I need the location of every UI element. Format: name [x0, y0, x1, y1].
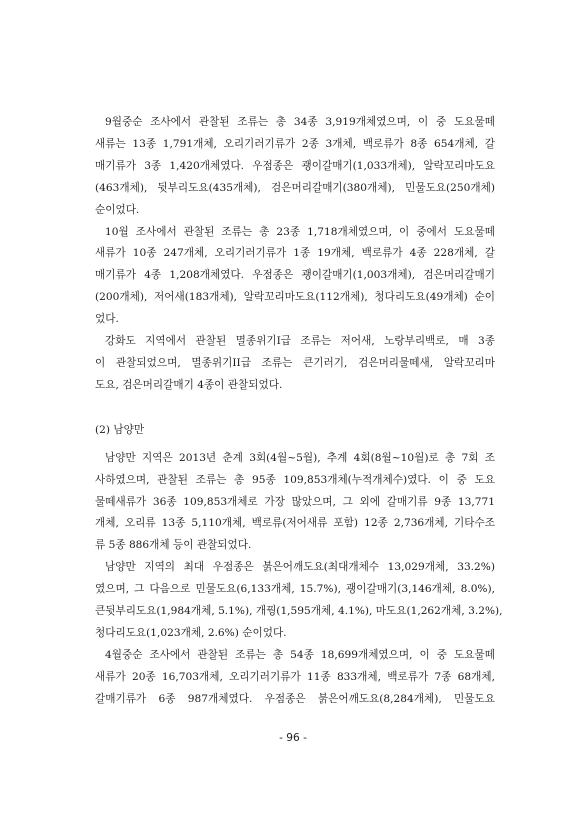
section-spacer: [95, 397, 495, 420]
text-line: 4월중순 조사에서 관찰된 조류는 총 54종 18,699개체였으며, 이 중 도요물떼: [105, 648, 495, 661]
text-line: 새류가 20종 16,703개체, 오리기러기류가 11종 833개체, 백로류가 7종 68개체,: [95, 670, 495, 683]
text-line: 새류가 10종 247개체, 오리기러기류가 1종 19개체, 백로류가 4종 228개체, 갈: [95, 247, 495, 260]
section-heading: (2) 남양만: [95, 423, 145, 436]
text-line: 사하였으며, 관찰된 조류는 총 95종 109,853개체(누적개체수)였다. 이 중 도요: [95, 473, 495, 486]
paragraph-namyang-overview: [95, 448, 495, 558]
page-body: [95, 112, 503, 711]
text-line: 순이었다.: [95, 203, 140, 216]
text-line: 개체, 오리류 13종 5,110개체, 백로류(저어새류 포함) 12종 2,736개체, 기타수조: [95, 517, 495, 530]
paragraph-april-survey: [95, 645, 495, 711]
text-line: 매기류가 3종 1,420개체였다. 우점종은 괭이갈매기(1,033개체), 알락꼬리마도요: [95, 159, 495, 172]
text-line: 남양만 지역의 최대 우점종은 붉은어깨도요(최대개체수 13,029개체, 33.2%): [105, 561, 495, 574]
text-line: 강화도 지역에서 관찰된 멸종위기I급 조류는 저어새, 노랑부리백로, 매 3종: [105, 335, 495, 348]
text-line: 청다리도요(1,023개체, 2.6%) 순이었다.: [95, 626, 287, 639]
paragraph-september-survey: [95, 112, 495, 222]
text-line: 류 5종 886개체 등이 관찰되었다.: [95, 539, 252, 552]
text-line: 큰뒷부리도요(1,984개체, 5.1%), 개꿩(1,595개체, 4.1%), 마도요(1,262개체, 3.2%),: [95, 605, 503, 618]
text-line: 10월 조사에서 관찰된 조류는 총 23종 1,718개체였으며, 이 중에서 도요물떼: [105, 225, 495, 238]
text-line: 남양만 지역은 2013년 춘계 3회(4월~5월), 추계 4회(8월~10월)로 총 7회 조: [105, 451, 495, 464]
paragraph-endangered-species: [95, 331, 495, 397]
page-number: - 96 -: [279, 732, 307, 744]
text-line: 이 관찰되었으며, 멸종위기II급 조류는 큰기러기, 검은머리물떼새, 알락꼬리마: [95, 356, 495, 369]
paragraph-october-survey: [95, 222, 495, 332]
text-line: 물떼새류가 36종 109,853개체로 가장 많았으며, 그 외에 갈매기류 9종 13,771: [95, 495, 495, 508]
text-line: 였으며, 그 다음으로 민물도요(6,133개체, 15.7%), 괭이갈매기(3,146개체, 8.0%),: [95, 583, 495, 596]
text-line: 새류는 13종 1,791개체, 오리기러기류가 2종 3개체, 백로류가 8종 654개체, 갈: [95, 137, 495, 150]
text-line: 었다.: [95, 313, 119, 326]
text-line: 갈매기류가 6종 987개체였다. 우점종은 붉은어깨도요(8,284개체), 민물도요: [95, 692, 495, 705]
text-line: (463개체), 뒷부리도요(435개체), 검은머리갈매기(380개체), 민물도요(250개체): [95, 181, 495, 194]
text-line: (200개체), 저어새(183개체), 알락꼬리마도요(112개체), 청다리도요(49개체) 순이: [95, 291, 495, 304]
text-line: 9월중순 조사에서 관찰된 조류는 총 34종 3,919개체였으며, 이 중 도요물떼: [105, 116, 495, 128]
paragraph-namyang-dominant-species: [95, 557, 503, 645]
text-line: 도요, 검은머리갈매기 4종이 관찰되었다.: [95, 378, 283, 391]
text-line: 매기류가 4종 1,208개체였다. 우점종은 괭이갈매기(1,003개체), 검은머리갈매기: [95, 269, 495, 282]
